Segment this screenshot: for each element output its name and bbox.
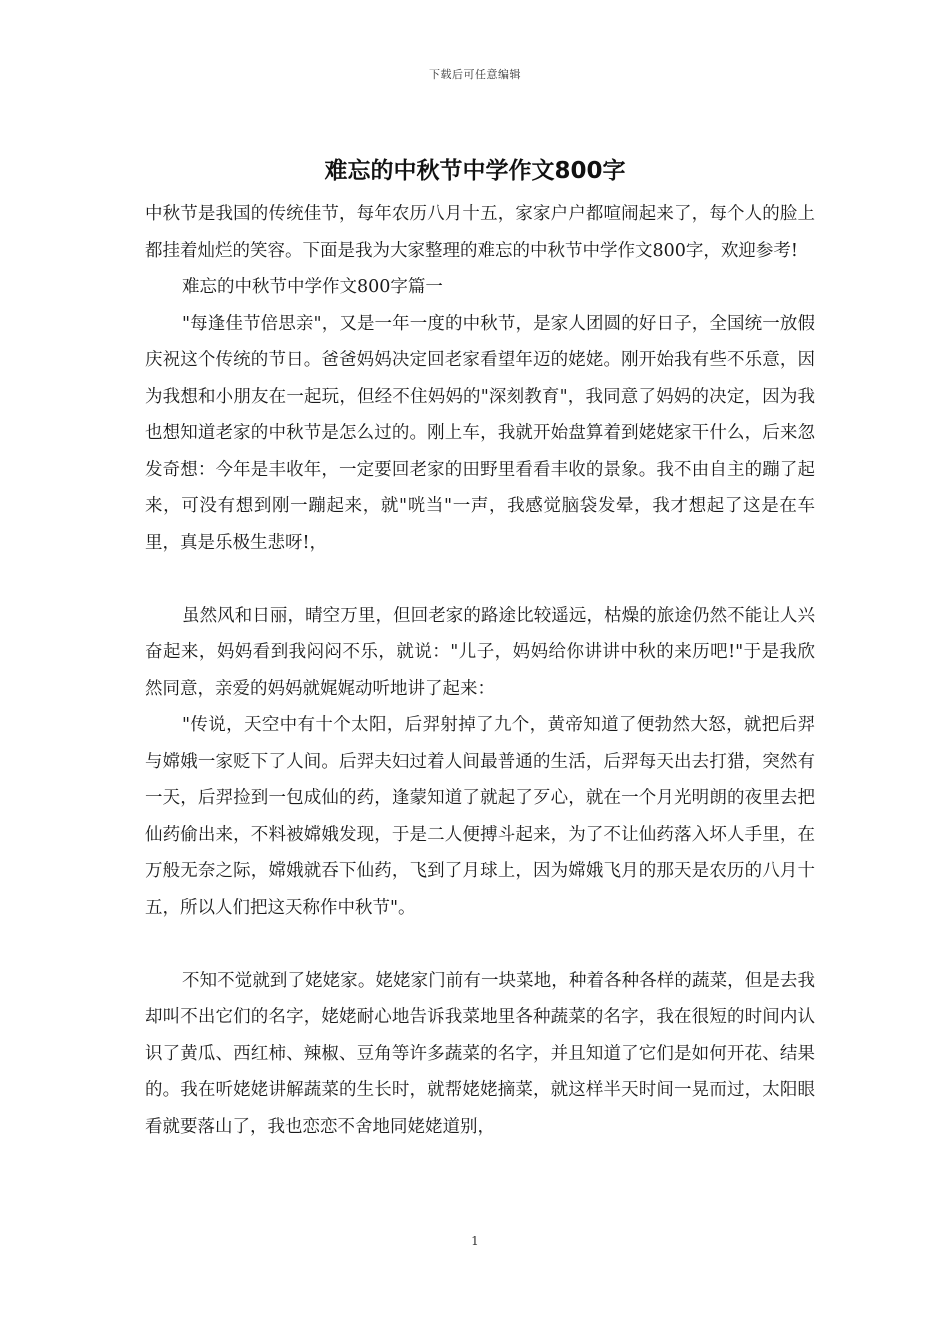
paragraph-4: 不知不觉就到了姥姥家。姥姥家门前有一块菜地，种着各种各样的蔬菜，但是去我却叫不出它们的名字，姥姥耐心地告诉我菜地里各种蔬菜的名字，我在很短的时间内认识了黄瓜、西红柿、辣椒、豆角等许多蔬菜的名字，并且知道了它们是如何开花、结果的。我在听姥姥讲解蔬菜的生长时，就帮姥姥摘菜，就这样半天时间一晃而过，太阳眼看就要落山了，我也恋恋不舍地同姥姥道别， <box>145 970 815 1137</box>
document-title: 难忘的中秋节中学作文800字 <box>324 158 626 184</box>
paragraph-gap <box>145 926 815 963</box>
paragraph-3: "传说，天空中有十个太阳，后羿射掉了九个，黄帝知道了便勃然大怒，就把后羿与嫦娥一家贬下了人间。后羿夫妇过着人间最普通的生活，后羿每天出去打猎，突然有一天，后羿捡到一包成仙的药，逢蒙知道了就起了歹心，就在一个月光明朗的夜里去把仙药偷出来，不料被嫦娥发现，于是二人便搏斗起来，为了不让仙药落入坏人手里，在万般无奈之际，嫦娥就吞下仙药，飞到了月球上，因为嫦娥飞月的那天是农历的八月十五，所以人们把这天称作中秋节"。 <box>145 715 815 918</box>
paragraph-gap <box>145 561 815 598</box>
paragraph-2: 虽然风和日丽，晴空万里，但回老家的路途比较遥远，枯燥的旅途仍然不能让人兴奋起来，妈妈看到我闷闷不乐，就说："儿子，妈妈给你讲讲中秋的来历吧!"于是我欣然同意，亲爱的妈妈就娓娓动听地讲了起来： <box>145 605 815 699</box>
page-number: 1 <box>471 1234 479 1248</box>
intro-paragraph: 中秋节是我国的传统佳节，每年农历八月十五，家家户户都喧闹起来了，每个人的脸上都挂着灿烂的笑容。下面是我为大家整理的难忘的中秋节中学作文800字，欢迎参考! <box>145 204 815 261</box>
page-header: 下载后可任意编辑 <box>429 68 521 81</box>
section-title: 难忘的中秋节中学作文800字篇一 <box>182 277 443 297</box>
document-body <box>145 196 815 1145</box>
paragraph-1: "每逢佳节倍思亲"，又是一年一度的中秋节，是家人团圆的好日子，全国统一放假庆祝这个传统的节日。爸爸妈妈决定回老家看望年迈的姥姥。刚开始我有些不乐意，因为我想和小朋友在一起玩，但经不住妈妈的"深刻教育"，我同意了妈妈的决定，因为我也想知道老家的中秋节是怎么过的。刚上车，我就开始盘算着到姥姥家干什么，后来忽发奇想：今年是丰收年，一定要回老家的田野里看看丰收的景象。我不由自主的蹦了起来，可没有想到刚一蹦起来，就"咣当"一声，我感觉脑袋发晕，我才想起了这是在车里，真是乐极生悲呀!， <box>145 313 815 553</box>
